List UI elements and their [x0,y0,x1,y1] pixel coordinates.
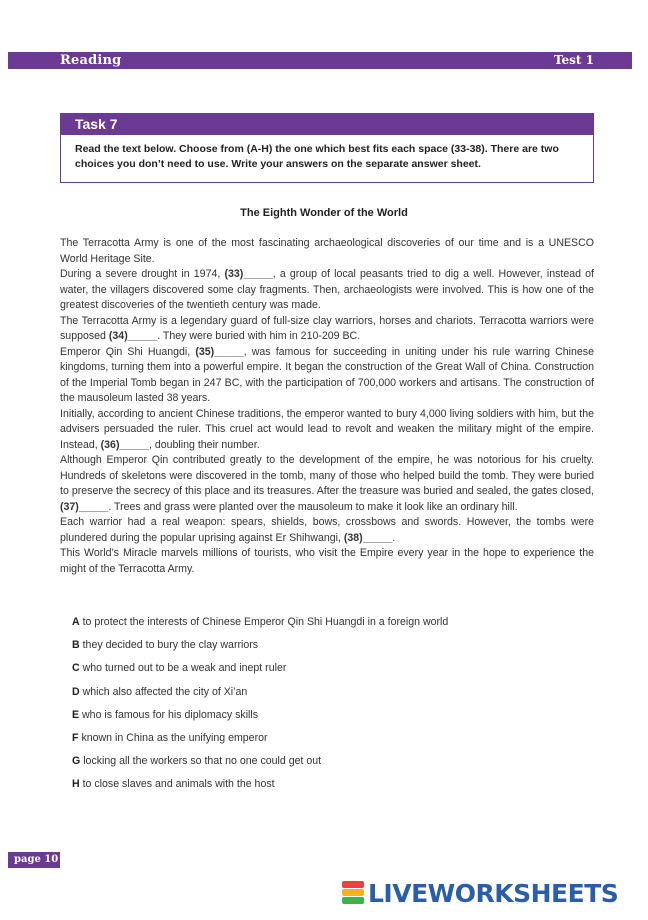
gap-38[interactable]: (38)_____ [343,531,393,544]
option-g [72,753,592,776]
option-text: who turned out to be a weak and inept ruler [82,662,287,675]
task-title: Task 7 [61,114,593,135]
paragraph [60,267,594,314]
task-box [60,113,594,183]
paragraph [60,515,594,546]
article-title: The Eighth Wonder of the World [240,207,408,219]
text-run: , doubling their number. [148,438,260,451]
option-letter: A [72,616,80,628]
option-d [72,684,592,707]
text-run: Each warrior had a real weapon: spears, shields, bows, crossbows and swords. However, the tombs were plundered during the popular uprising against Er Shihwangi, [60,516,594,544]
liveworksheets-wordmark: LIVEWORKSHEETS [368,878,619,908]
option-f [72,730,592,753]
option-a [72,614,592,637]
gap-34[interactable]: (34)_____ [108,330,158,342]
text-run: . They were buried with him in 210-209 BC. [157,330,361,342]
option-text: which also affected the city of Xi’an [82,685,248,698]
option-letter: D [72,685,80,698]
test-label: Test 1 [553,53,594,67]
paragraph [60,407,594,454]
option-b [72,637,592,660]
gap-37[interactable]: (37)_____ [60,500,109,513]
option-text: they decided to bury the clay warriors [82,639,259,652]
gap-36[interactable]: (36)_____ [100,438,149,451]
option-letter: F [72,731,79,744]
text-run: Although Emperor Qin contributed greatly to the development of the empire, he was notorious for his cruelty. Hundreds of skeletons were discovered in the tomb, many of those who helped build the tomb. They were buried to preserve the secrecy of this place and its treasures. After the treasure was buried and sealed, the gates closed, [60,454,594,497]
text-run: During a severe drought in 1974, [60,268,225,280]
paragraph: This World’s Miracle marvels millions of tourists, who visit the Empire every year in the hope to experience the might of the Terracotta Army. [60,547,594,575]
text-run: . [392,531,396,544]
task-instructions: Read the text below. Choose from (A-H) the one which best fits each space (33-38). There are two choices you don’t need to use. Write your answers on the separate answer sheet. [75,143,559,170]
option-text: to protect the interests of Chinese Emperor Qin Shi Huangdi in a foreign world [82,616,449,628]
gap-35[interactable]: (35)_____ [195,345,244,358]
option-text: who is famous for his diplomacy skills [82,708,259,721]
text-run: Initially, according to ancient Chinese traditions, the emperor wanted to bury 4,000 living soldiers with him, but the advisers persuaded the ruler. This cruel act would lead to revolt and weaken the military might of the empire. Instead, [60,407,594,451]
option-e [72,707,592,730]
paragraph [60,314,594,345]
gap-33[interactable]: (33)_____ [224,268,273,280]
text-run: . Trees and grass were planted over the mausoleum to make it look like an ordinary hill. [108,500,518,513]
paragraph [60,345,594,407]
options-list [72,614,592,800]
text-run: The Terracotta Army is a legendary guard of full-size clay warriors, horses and chariots. Terracotta warriors were supposed [60,314,594,342]
option-text: known in China as the unifying emperor [81,731,268,744]
article-body [60,236,594,577]
text-run: , a group of local peasants tried to dig a well. However, instead of water, the villagers discovered some clay fragments. Then, archaeologists were involved. This is how one of the greatest discoveries of the twentieth century was made. [60,268,594,311]
option-h [72,776,592,799]
option-letter: C [72,662,80,675]
text-run: Emperor Qin Shi Huangdi, [60,345,196,358]
liveworksheets-icon [342,881,364,905]
option-letter: B [72,639,80,652]
option-letter: G [72,755,81,768]
liveworksheets-logo[interactable] [342,878,618,908]
paragraph: The Terracotta Army is one of the most fascinating archaeological discoveries of our time and is a UNESCO World Heritage Site. [60,237,594,265]
option-letter: E [72,708,80,721]
page-number: page 10 [8,852,60,868]
section-label: Reading [60,53,122,68]
option-text: locking all the workers so that no one could get out [83,755,322,768]
option-c [72,660,592,683]
option-text: to close slaves and animals with the host [82,778,275,791]
paragraph [60,453,594,515]
text-run: , was famous for succeeding in uniting under his rule warring Chinese kingdoms, turning them into a powerful empire. It began the construction of the Great Wall of China. Construction of the Imperial Tomb began in 247 BC, with the participation of 700,000 workers and artisans. The construction of the mausoleum lasted 38 years. [60,345,594,404]
option-letter: H [72,778,80,791]
